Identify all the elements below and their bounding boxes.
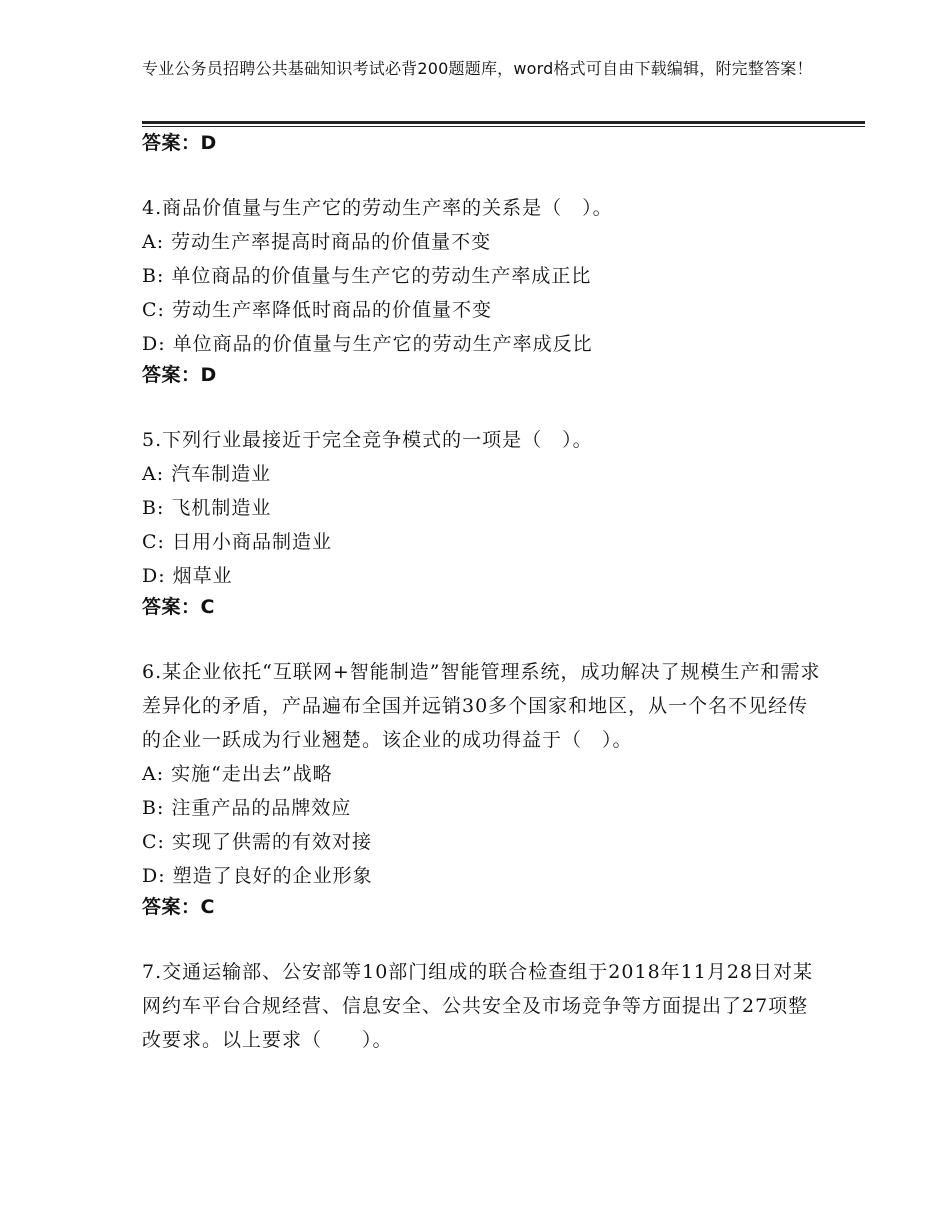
question-4 bbox=[142, 191, 822, 225]
question-stem: 4.商品价值量与生产它的劳动生产率的关系是（ ）。 bbox=[142, 197, 613, 219]
answer-line: 答案：C bbox=[142, 596, 215, 618]
option-d: D: 烟草业 bbox=[142, 565, 233, 587]
answer-line: 答案：D bbox=[142, 132, 217, 154]
question-stem: 5.下列行业最接近于完全竞争模式的一项是（ ）。 bbox=[142, 429, 593, 451]
question-7 bbox=[142, 955, 822, 1057]
option-c: C: 劳动生产率降低时商品的价值量不变 bbox=[142, 299, 492, 321]
option-c: C: 实现了供需的有效对接 bbox=[142, 831, 372, 853]
option-d: D: 塑造了良好的企业形象 bbox=[142, 865, 373, 887]
option-b: B: 注重产品的品牌效应 bbox=[142, 797, 352, 819]
question-stem: 7.交通运输部、公安部等10部门组成的联合检查组于2018年11月28日对某网约车平台合规经营、信息安全、公共安全及市场竞争等方面提出了27项整改要求。以上要求（ ）。 bbox=[142, 961, 814, 1051]
answer-line: 答案：C bbox=[142, 896, 215, 918]
option-c: C: 日用小商品制造业 bbox=[142, 531, 332, 553]
option-b: B: 单位商品的价值量与生产它的劳动生产率成正比 bbox=[142, 265, 592, 287]
option-a: A: 劳动生产率提高时商品的价值量不变 bbox=[142, 231, 492, 253]
page-header: 专业公务员招聘公共基础知识考试必背200题题库，word格式可自由下载编辑，附完整答案！ bbox=[142, 59, 813, 78]
option-a: A: 实施“走出去”战略 bbox=[142, 763, 333, 785]
option-d: D: 单位商品的价值量与生产它的劳动生产率成反比 bbox=[142, 333, 593, 355]
header-rule-thin bbox=[142, 126, 865, 127]
option-b: B: 飞机制造业 bbox=[142, 497, 272, 519]
question-5 bbox=[142, 423, 822, 457]
document-body bbox=[142, 129, 822, 1057]
question-stem: 6.某企业依托“互联网+智能制造”智能管理系统，成功解决了规模生产和需求差异化的矛盾，产品遍布全国并远销30多个国家和地区，从一个名不见经传的企业一跃成为行业翘楚。该企业的成功得益于（ ）。 bbox=[142, 661, 821, 751]
question-6 bbox=[142, 655, 822, 757]
answer-line: 答案：D bbox=[142, 364, 217, 386]
header-rule-thick bbox=[142, 121, 865, 124]
option-a: A: 汽车制造业 bbox=[142, 463, 272, 485]
